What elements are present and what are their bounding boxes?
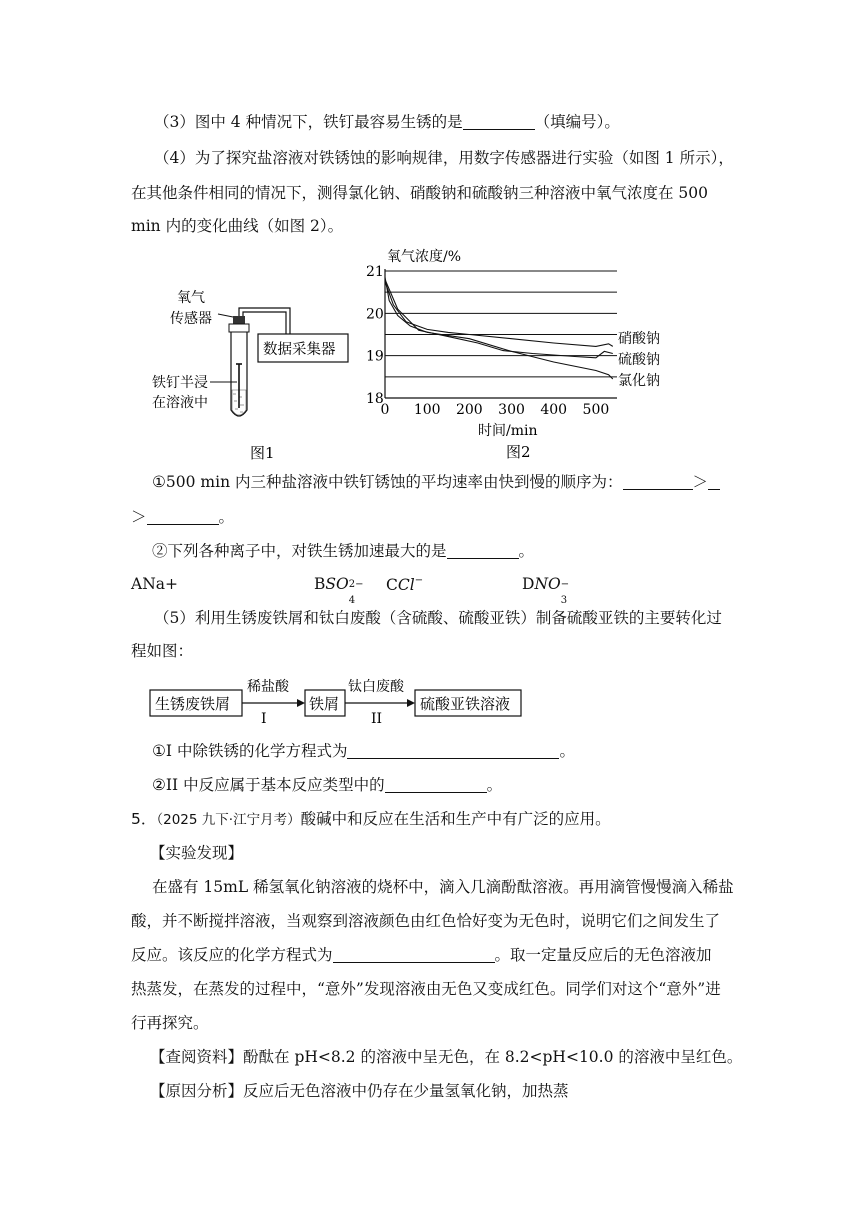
nail-label-2: 在溶液中: [152, 395, 208, 411]
info-heading: 【查阅资料】: [150, 1048, 244, 1066]
experiment-line2: 酸，并不断搅拌溶液，当观察到溶液颜色由红色恰好变为无色时，说明它们之间发生了: [131, 912, 721, 930]
svg-text:硫酸亚铁溶液: 硫酸亚铁溶液: [420, 695, 511, 713]
answer-blank[interactable]: [347, 742, 559, 759]
sub-question-1-cont: ＞ 。: [131, 508, 235, 526]
svg-text:铁屑: 铁屑: [309, 695, 340, 713]
svg-text:生锈废铁屑: 生锈废铁屑: [155, 695, 231, 713]
question-5-sub-1: ①I 中除铁锈的化学方程式为 。: [152, 742, 575, 760]
collector-label: 数据采集器: [263, 342, 336, 358]
question-5-line2: 程如图：: [131, 642, 194, 660]
option-a[interactable]: ANa+: [131, 575, 178, 593]
info-paragraph: 【查阅资料】酚酞在 pH<8.2 的溶液中呈无色，在 8.2<pH<10.0 的溶液中呈红色。: [150, 1048, 743, 1066]
flow-arrow2-step: II: [371, 711, 383, 727]
answer-blank[interactable]: [463, 113, 535, 130]
question-source: （2025 九下·江宁月考）: [156, 812, 301, 828]
answer-blank[interactable]: [333, 946, 495, 963]
question-5-sub-2: ②II 中反应属于基本反应类型中的 。: [152, 776, 503, 794]
flow-arrow2-reagent: 钛白废酸: [348, 679, 404, 695]
chart-y-tick-label: 18: [366, 391, 384, 407]
chart-x-tick-label: 0: [380, 402, 390, 418]
answer-blank[interactable]: [708, 473, 720, 490]
option-d[interactable]: DNO − 3: [522, 575, 570, 606]
question-4-line1: （4）为了探究盐溶液对铁锈蚀的影响规律，用数字传感器进行实验（如图 1 所示），: [154, 149, 734, 167]
chart-x-axis-label: 时间/min: [478, 423, 538, 439]
chart-x-tick-label: 500: [582, 402, 610, 418]
answer-blank[interactable]: [447, 542, 519, 559]
figure-2-caption: 图2: [506, 443, 531, 461]
experiment-line5: 行再探究。: [131, 1014, 209, 1032]
chart-series-label: 硝酸钠: [618, 331, 660, 347]
question-4-line3: min 内的变化曲线（如图 2）。: [131, 217, 344, 235]
chart-series-line: [385, 280, 613, 358]
chart-x-tick-label: 200: [455, 402, 483, 418]
question-5-line1: （5）利用生锈废铁屑和钛白废酸（含硫酸、硫酸亚铁）制备硫酸亚铁的主要转化过: [154, 609, 722, 627]
experiment-line1: 在盛有 15mL 稀氢氧化钠溶液的烧杯中，滴入几滴酚酞溶液。再用滴管慢慢滴入稀盐: [152, 878, 734, 896]
experiment-heading: 【实验发现】: [150, 844, 244, 862]
oxygen-concentration-chart: [355, 246, 660, 462]
answer-blank[interactable]: [147, 508, 219, 525]
sensor-cap: [233, 316, 245, 324]
question-3: （3）图中 4 种情况下，铁钉最容易生锈的是 （填编号）。: [154, 113, 620, 131]
option-b[interactable]: BSO 2− 4: [314, 575, 364, 606]
flow-arrow1-step: I: [261, 711, 267, 727]
question-4-line2: 在其他条件相同的情况下，测得氯化钠、硝酸钠和硫酸钠三种溶液中氧气浓度在 500: [131, 184, 709, 202]
chart-y-tick-label: 20: [366, 306, 384, 323]
chart-y-tick-label: 19: [366, 348, 384, 365]
chart-series-label: 氯化钠: [618, 373, 660, 389]
chart-x-tick-label: 100: [413, 402, 441, 418]
sensor-label-2: 传感器: [170, 311, 212, 327]
sensor-label-1: 氧气: [177, 290, 205, 306]
chart-series-line: [385, 282, 613, 347]
analysis-paragraph: 【原因分析】反应后无色溶液中仍存在少量氢氧化钠，加热蒸: [150, 1082, 569, 1100]
process-flow-diagram: [145, 675, 535, 730]
experiment-line4: 热蒸发，在蒸发的过程中，“意外”发现溶液由无色又变成红色。同学们对这个“意外”进: [131, 980, 721, 998]
question-number-5: 5．（2025 九下·江宁月考）酸碱中和反应在生活和生产中有广泛的应用。: [131, 810, 611, 828]
answer-blank[interactable]: [623, 473, 693, 490]
experiment-line3: 反应。该反应的化学方程式为 。取一定量反应后的无色溶液加: [131, 946, 712, 964]
sub-question-2: ②下列各种离子中，对铁生锈加速最大的是 。: [152, 542, 535, 560]
chart-series-label: 硫酸钠: [618, 352, 660, 368]
figure-1-caption: 图1: [250, 444, 275, 462]
nail-label-1: 铁钉半浸: [152, 375, 208, 391]
figure-1-apparatus: [140, 280, 370, 460]
chart-y-axis-label: 氧气浓度/%: [387, 249, 462, 265]
flow-arrow1-reagent: 稀盐酸: [247, 679, 289, 695]
chart-x-tick-label: 300: [498, 402, 525, 418]
analysis-heading: 【原因分析】: [150, 1082, 244, 1100]
answer-blank[interactable]: [385, 776, 487, 793]
chart-x-tick-label: 400: [540, 402, 568, 418]
sub-question-1: ①500 min 内三种盐溶液中铁钉锈蚀的平均速率由快到慢的顺序为： ＞: [152, 472, 720, 492]
chart-y-tick-label: 21: [366, 264, 384, 280]
option-c[interactable]: CCl−: [386, 575, 424, 594]
